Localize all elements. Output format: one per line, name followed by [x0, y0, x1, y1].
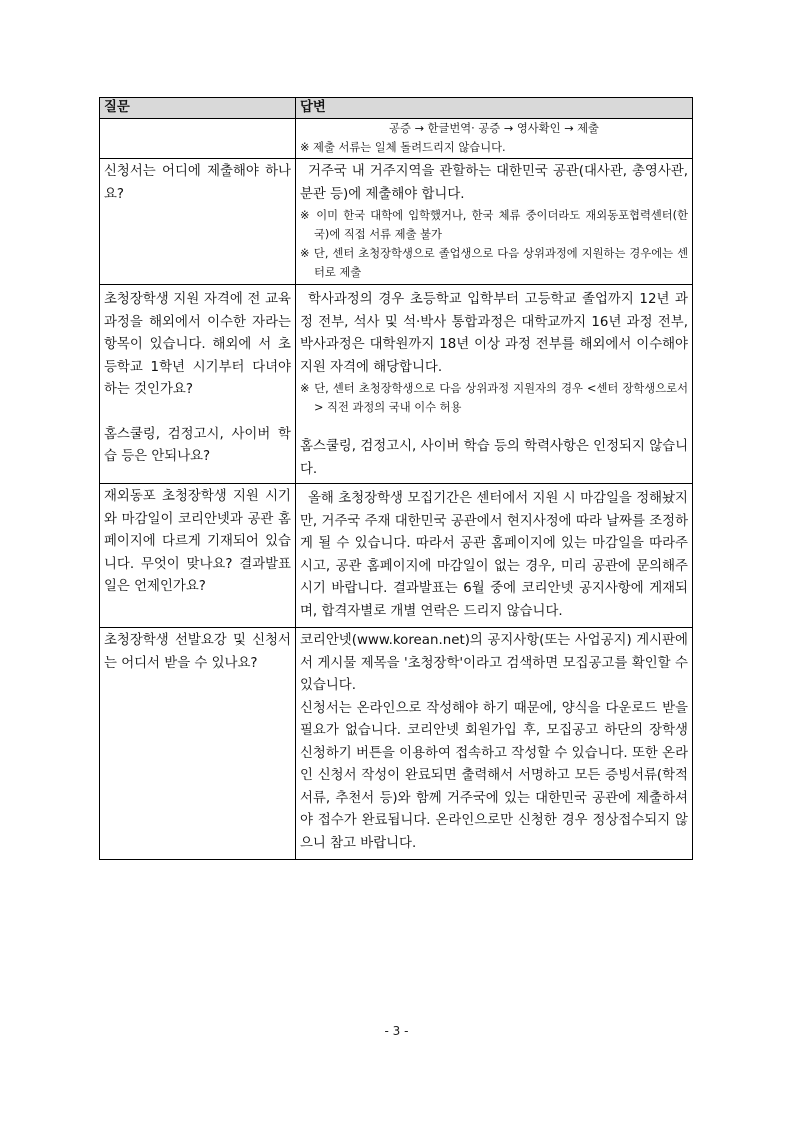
- question-text: 신청서는 어디에 제출해야 하나 요?: [104, 164, 291, 202]
- question-cell: [100, 285, 296, 484]
- answer-text: 코리안넷(www.korean.net)의 공지사항(또는 사업공지) 게시판에서 게시물 제목을 '초청장학'이라고 검색하면 모집공고를 확인할 수 있습니다.: [300, 633, 688, 693]
- answer-text: 홈스쿨링, 검정고시, 사이버 학습 등의 학력사항은 인정되지 않습니다.: [300, 439, 688, 477]
- question-cell: [100, 484, 296, 628]
- answer-cell: [296, 119, 693, 159]
- table-row: [100, 119, 693, 159]
- answer-note: ※ 단, 센터 초청장학생으로 다음 상위과정 지원자의 경우 <센터 장학생으로서> 직전 과정의 국내 이수 허용: [300, 382, 688, 414]
- answer-cell: [296, 484, 693, 628]
- question-cell: [100, 628, 296, 860]
- answer-cell: [296, 159, 693, 285]
- table-header-row: [100, 98, 693, 119]
- answer-text: 거주국 내 거주지역을 관할하는 대한민국 공관(대사관, 총영사관, 분관 등)에 제출해야 합니다.: [300, 164, 688, 202]
- question-text: 초청장학생 지원 자격에 전 교육과정을 해외에서 이수한 자라는 항목이 있습니다. 해외에 서 초등학교 1학년 시기부터 다녀야 하는 것인가요?: [104, 292, 291, 397]
- table-row: [100, 484, 693, 628]
- table-row: [100, 159, 693, 285]
- answer-cell: [296, 285, 693, 484]
- answer-note: ※ 제출 서류는 일체 돌려드리지 않습니다.: [300, 141, 506, 154]
- answer-note: ※ 이미 한국 대학에 입학했거나, 한국 체류 중이더라도 재외동포협력센터(한국)에 직접 서류 제출 불가: [300, 209, 688, 241]
- page-number: - 3 -: [384, 1024, 409, 1038]
- question-text: 초청장학생 선발요강 및 신청서는 어디서 받을 수 있나요?: [104, 633, 291, 671]
- question-cell: [100, 119, 296, 159]
- table-row: [100, 628, 693, 860]
- answer-note: ※ 단, 센터 초청장학생으로 졸업생으로 다음 상위과정에 지원하는 경우에는 센터로 제출: [300, 247, 688, 279]
- answer-text: 학사과정의 경우 초등학교 입학부터 고등학교 졸업까지 12년 과정 전부, 석사 및 석·박사 통합과정은 대학교까지 16년 과정 전부, 박사과정은 대학원까지 18년 이상 과정 전부를 해외에서 이수해야 지원 자격에 해당합니다.: [300, 292, 688, 375]
- question-cell: [100, 159, 296, 285]
- answer-column-header: 답변: [296, 98, 693, 119]
- faq-table: [99, 97, 693, 860]
- document-flow: 공증 → 한글번역· 공증 → 영사확인 → 제출: [389, 122, 599, 135]
- answer-text: 신청서는 온라인으로 작성해야 하기 때문에, 양식을 다운로드 받을 필요가 없습니다. 코리안넷 회원가입 후, 모집공고 하단의 장학생 신청하기 버튼을 이용하여 접속하고 작성할 수 있습니다. 또한 온라인 신청서 작성이 완료되면 출력해서 서명하고 모든 증빙서류(학적서류, 추천서 등)와 함께 거주국에 있는 대한민국 공관에 제출하셔야 접수가 완료됩니다. 온라인으로만 신청한 경우 정상접수되지 않으니 참고 바랍니다.: [300, 700, 688, 851]
- answer-text: 올해 초청장학생 모집기간은 센터에서 지원 시 마감일을 정해놨지만, 거주국 주재 대한민국 공관에서 현지사정에 따라 날짜를 조정하게 될 수 있습니다. 따라서 공관 홈페이지에 있는 마감일을 따라주시고, 공관 홈페이지에 마감일이 없는 경우, 미리 공관에 문의해주시기 바랍니다. 결과발표는 6월 중에 코리안넷 공지사항에 게재되며, 합격자별로 개별 연락은 드리지 않습니다.: [300, 491, 688, 619]
- table-row: [100, 285, 693, 484]
- question-text: 재외동포 초청장학생 지원 시기와 마감일이 코리안넷과 공관 홈페이지에 다르게 기재되어 있습니다. 무엇이 맞나요? 결과발표일은 언제인가요?: [104, 489, 291, 594]
- question-text: 홈스쿨링, 검정고시, 사이버 학습 등은 안되나요?: [104, 426, 291, 464]
- answer-cell: [296, 628, 693, 860]
- question-column-header: 질문: [100, 98, 296, 119]
